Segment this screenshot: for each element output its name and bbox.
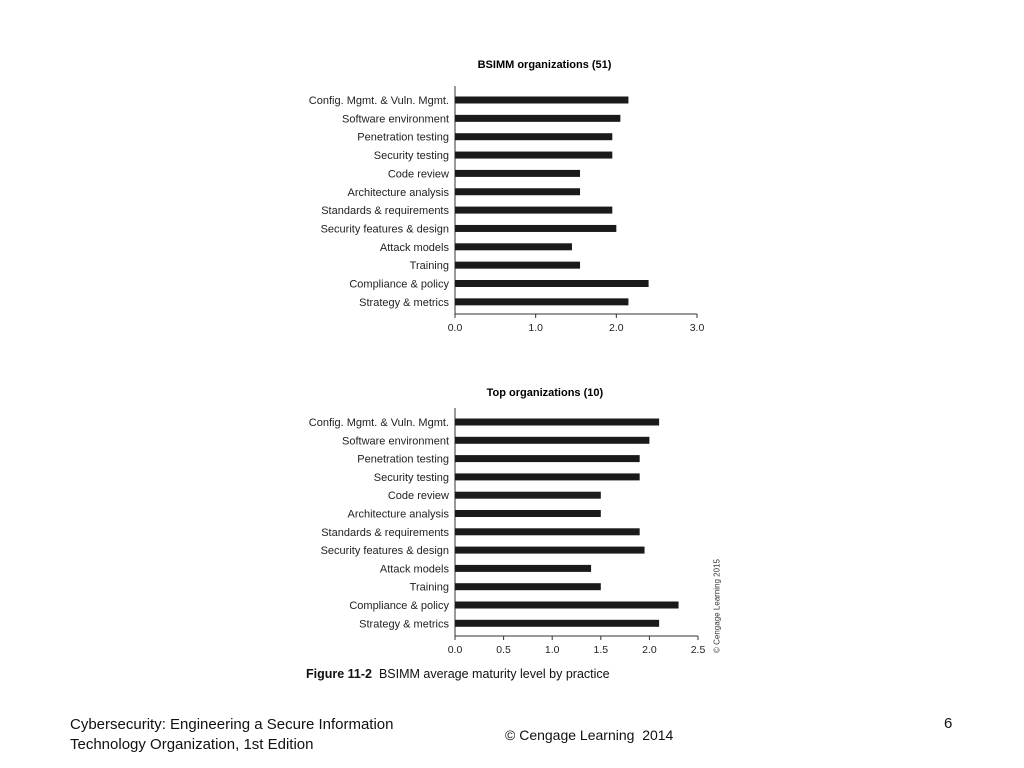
category-label: Strategy & metrics xyxy=(359,618,449,631)
bar xyxy=(455,115,620,122)
category-label: Architecture analysis xyxy=(347,186,449,199)
category-label: Training xyxy=(409,581,449,594)
category-label: Compliance & policy xyxy=(349,600,449,612)
x-tick-label: 1.0 xyxy=(528,322,543,334)
category-label: Standards & requirements xyxy=(321,526,449,539)
category-label: Code review xyxy=(387,168,449,181)
figure-caption-text: BSIMM average maturity level by practice xyxy=(378,667,610,681)
category-label: Code review xyxy=(387,490,449,503)
chart-title: Top organizations (10) xyxy=(486,387,604,399)
figure-number: Figure 11-2 xyxy=(306,667,372,681)
x-tick-label: 0.0 xyxy=(447,644,463,656)
bar xyxy=(455,207,612,214)
x-tick-label: 3.0 xyxy=(689,322,705,334)
footer-book-title-line2: Technology Organization, 1st Edition xyxy=(70,736,314,753)
chart-1 xyxy=(309,59,705,334)
x-tick-label: 2.0 xyxy=(609,322,624,334)
category-label: Training xyxy=(409,260,449,273)
category-label: Attack models xyxy=(379,241,449,254)
bar xyxy=(455,188,580,195)
bar xyxy=(455,280,649,287)
bar xyxy=(455,152,612,159)
bar xyxy=(455,492,601,499)
category-label: Compliance & policy xyxy=(349,278,449,291)
bar xyxy=(455,133,612,140)
category-label: Security features & design xyxy=(320,545,449,558)
category-label: Standards & requirements xyxy=(321,205,449,218)
bar xyxy=(455,262,580,269)
bar xyxy=(455,170,580,177)
bar xyxy=(455,225,616,232)
category-label: Config. Mgmt. & Vuln. Mgmt. xyxy=(308,95,449,107)
bar xyxy=(455,547,645,554)
chart-title: BSIMM organizations (51) xyxy=(477,59,612,71)
category-label: Penetration testing xyxy=(357,131,449,144)
bar xyxy=(455,437,649,444)
x-tick-label: 1.0 xyxy=(544,644,560,656)
bar xyxy=(455,602,679,609)
bar xyxy=(455,298,628,305)
page-number: 6 xyxy=(944,715,953,732)
bar xyxy=(455,419,659,426)
chart-2 xyxy=(309,387,706,656)
vertical-copyright-text: © Cengage Learning 2015 xyxy=(712,559,722,653)
x-tick-label: 0.0 xyxy=(447,322,463,334)
bar xyxy=(455,455,640,462)
bar xyxy=(455,473,640,480)
vertical-copyright xyxy=(712,556,722,656)
category-label: Strategy & metrics xyxy=(359,296,449,309)
bar xyxy=(455,510,601,517)
footer-book-title-line1: Cybersecurity: Engineering a Secure Information xyxy=(70,716,394,733)
bar xyxy=(455,528,640,535)
bar xyxy=(455,243,572,250)
category-label: Config. Mgmt. & Vuln. Mgmt. xyxy=(308,417,449,429)
x-tick-label: 0.5 xyxy=(496,644,511,656)
category-label: Security features & design xyxy=(320,223,449,236)
category-label: Security testing xyxy=(373,150,449,163)
bar xyxy=(455,583,601,590)
x-tick-label: 2.0 xyxy=(642,644,657,656)
footer-copyright: © Cengage Learning 2014 xyxy=(505,727,674,743)
category-label: Penetration testing xyxy=(357,453,449,466)
category-label: Architecture analysis xyxy=(347,508,449,521)
bar xyxy=(455,565,591,572)
category-label: Software environment xyxy=(342,435,449,448)
category-label: Security testing xyxy=(373,471,449,484)
bar xyxy=(455,97,628,104)
category-label: Software environment xyxy=(342,113,449,126)
x-tick-label: 2.5 xyxy=(690,644,706,656)
category-label: Attack models xyxy=(379,563,449,576)
x-tick-label: 1.5 xyxy=(593,644,609,656)
footer-book-title xyxy=(70,715,394,755)
bar xyxy=(455,620,659,627)
figure-caption xyxy=(306,667,610,681)
